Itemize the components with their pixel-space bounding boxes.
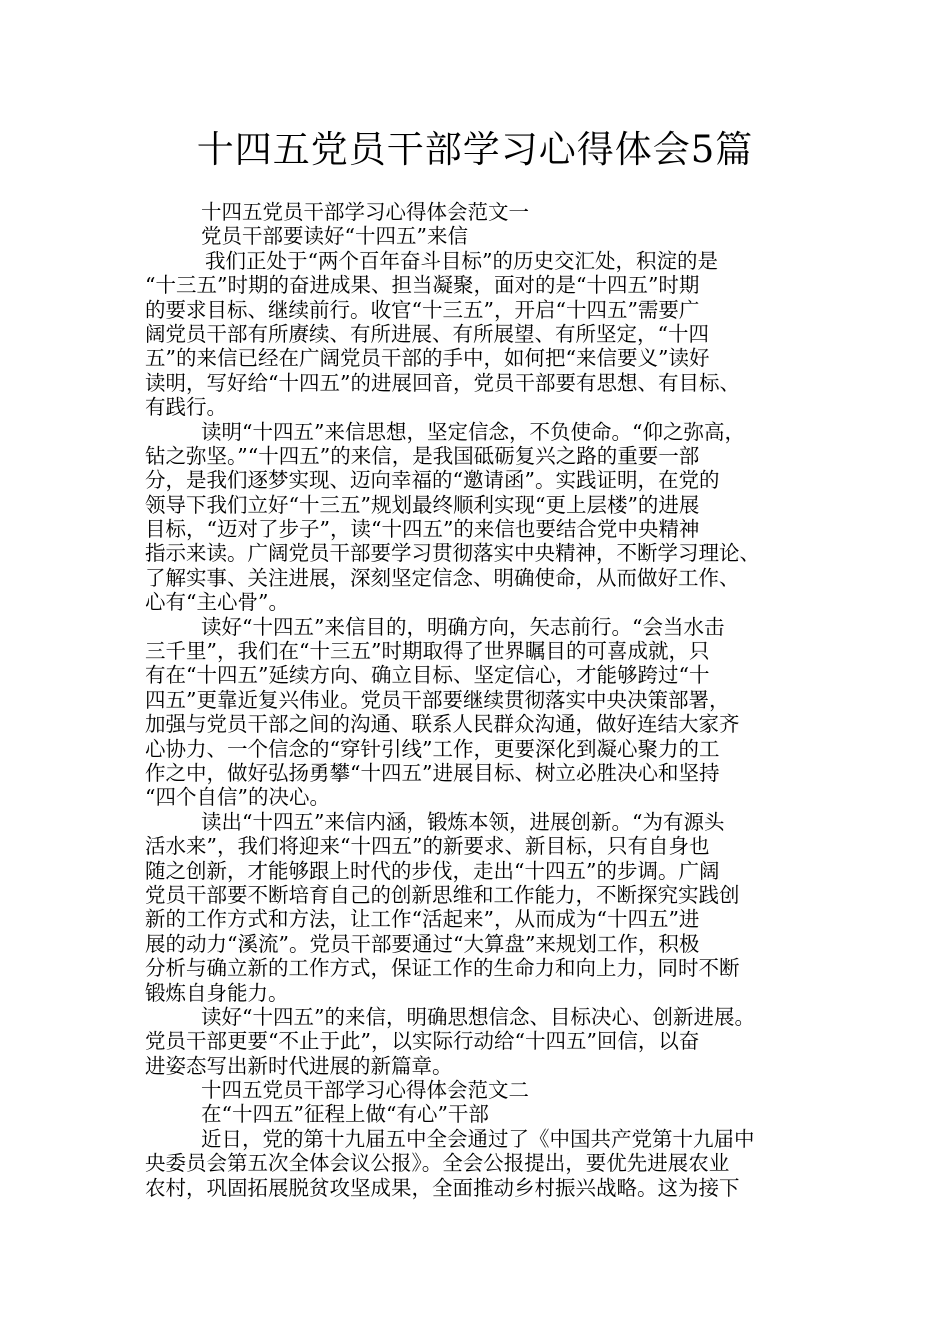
text-line: 心协力、一个信念的“穿针引线”工作，更要深化到凝心聚力的工	[145, 736, 720, 761]
text-line: 了解实事、关注进展，深刻坚定信念、明确使命，从而做好工作、	[145, 565, 740, 590]
text-line: 农村，巩固拓展脱贫攻坚成果，全面推动乡村振兴战略。这为接下	[145, 1175, 740, 1200]
text-line: 在“十四五”征程上做“有心”干部	[201, 1102, 489, 1127]
text-line: 进姿态写出新时代进展的新篇章。	[145, 1053, 453, 1078]
text-line: 的要求目标、继续前行。收官“十三五”，开启“十四五”需要广	[145, 297, 700, 322]
text-line: 心有“主心骨”。	[145, 590, 289, 615]
text-line: 党员干部更要“不止于此”，以实际行动给“十四五”回信，以奋	[145, 1029, 700, 1054]
text-line: 读出“十四五”来信内涵，锻炼本领，进展创新。“为有源头	[201, 809, 725, 834]
text-line: 近日，党的第十九届五中全会通过了《中国共产党第十九届中	[201, 1126, 755, 1151]
text-line: 读明“十四五”来信思想，坚定信念，不负使命。“仰之弥高，	[201, 419, 745, 444]
document-title: 十四五党员干部学习心得体会5篇	[196, 128, 754, 171]
text-line: 阔党员干部有所赓续、有所进展、有所展望、有所坚定，“十四	[145, 321, 709, 346]
text-line: 随之创新，才能够跟上时代的步伐，走出“十四五”的步调。广阔	[145, 858, 720, 883]
text-line: 有践行。	[145, 395, 227, 420]
text-line: 党员干部要不断培育自己的创新思维和工作能力，不断探究实践创	[145, 882, 740, 907]
text-line: 五”的来信已经在广阔党员干部的手中，如何把“来信要义”读好	[145, 346, 710, 371]
text-line: 党员干部要读好“十四五”来信	[201, 224, 468, 249]
text-line: 读好“十四五”来信目的，明确方向，矢志前行。“会当水击	[201, 614, 725, 639]
text-line: “十三五”时期的奋进成果、担当凝聚，面对的是“十四五”时期	[145, 273, 700, 298]
text-line: “四个自信”的决心。	[145, 785, 330, 810]
text-line: 分析与确立新的工作方式，保证工作的生命力和向上力，同时不断	[145, 956, 740, 981]
text-line: 读明，写好给“十四五”的进展回音，党员干部要有思想、有目标、	[145, 370, 740, 395]
text-line: 活水来”，我们将迎来“十四五”的新要求、新目标，只有自身也	[145, 834, 710, 859]
text-line: 分，是我们逐梦实现、迈向幸福的“邀请函”。实践证明，在党的	[145, 468, 720, 493]
text-line: 十四五党员干部学习心得体会范文一	[201, 200, 529, 224]
text-line: 我们正处于“两个百年奋斗目标”的历史交汇处，积淀的是	[205, 248, 718, 273]
text-line: 央委员会第五次全体会议公报》。全会公报提出，要优先进展农业	[145, 1151, 730, 1176]
text-line: 钻之弥坚。”“十四五”的来信，是我国砥砺复兴之路的重要一部	[145, 443, 700, 468]
text-line: 领导下我们立好“十三五”规划最终顺利实现“更上层楼”的进展	[145, 492, 700, 517]
text-line: 展的动力“溪流”。党员干部要通过“大算盘”来规划工作，积极	[145, 931, 700, 956]
text-line: 加强与党员干部之间的沟通、联系人民群众沟通，做好连结大家齐	[145, 712, 740, 737]
text-line: 读好“十四五”的来信，明确思想信念、目标决心、创新进展。	[201, 1004, 755, 1029]
text-line: 锻炼自身能力。	[145, 980, 289, 1005]
text-line: 四五”更靠近复兴伟业。党员干部要继续贯彻落实中央决策部署，	[145, 687, 730, 712]
text-line: 有在“十四五”延续方向、确立目标、坚定信心，才能够跨过“十	[145, 663, 710, 688]
text-line: 十四五党员干部学习心得体会范文二	[201, 1078, 529, 1103]
text-line: 新的工作方式和方法，让工作“活起来”，从而成为“十四五”进	[145, 907, 700, 932]
text-line: 三千里”，我们在“十三五”时期取得了世界瞩目的可喜成就，只	[145, 639, 710, 664]
text-line: 指示来读。广阔党员干部要学习贯彻落实中央精神，不断学习理论、	[145, 541, 760, 566]
document-body	[145, 200, 810, 1200]
text-line: 作之中，做好弘扬勇攀“十四五”进展目标、树立必胜决心和坚持	[145, 760, 720, 785]
text-line: 目标，“迈对了步子”，读“十四五”的来信也要结合党中央精神	[145, 517, 700, 542]
